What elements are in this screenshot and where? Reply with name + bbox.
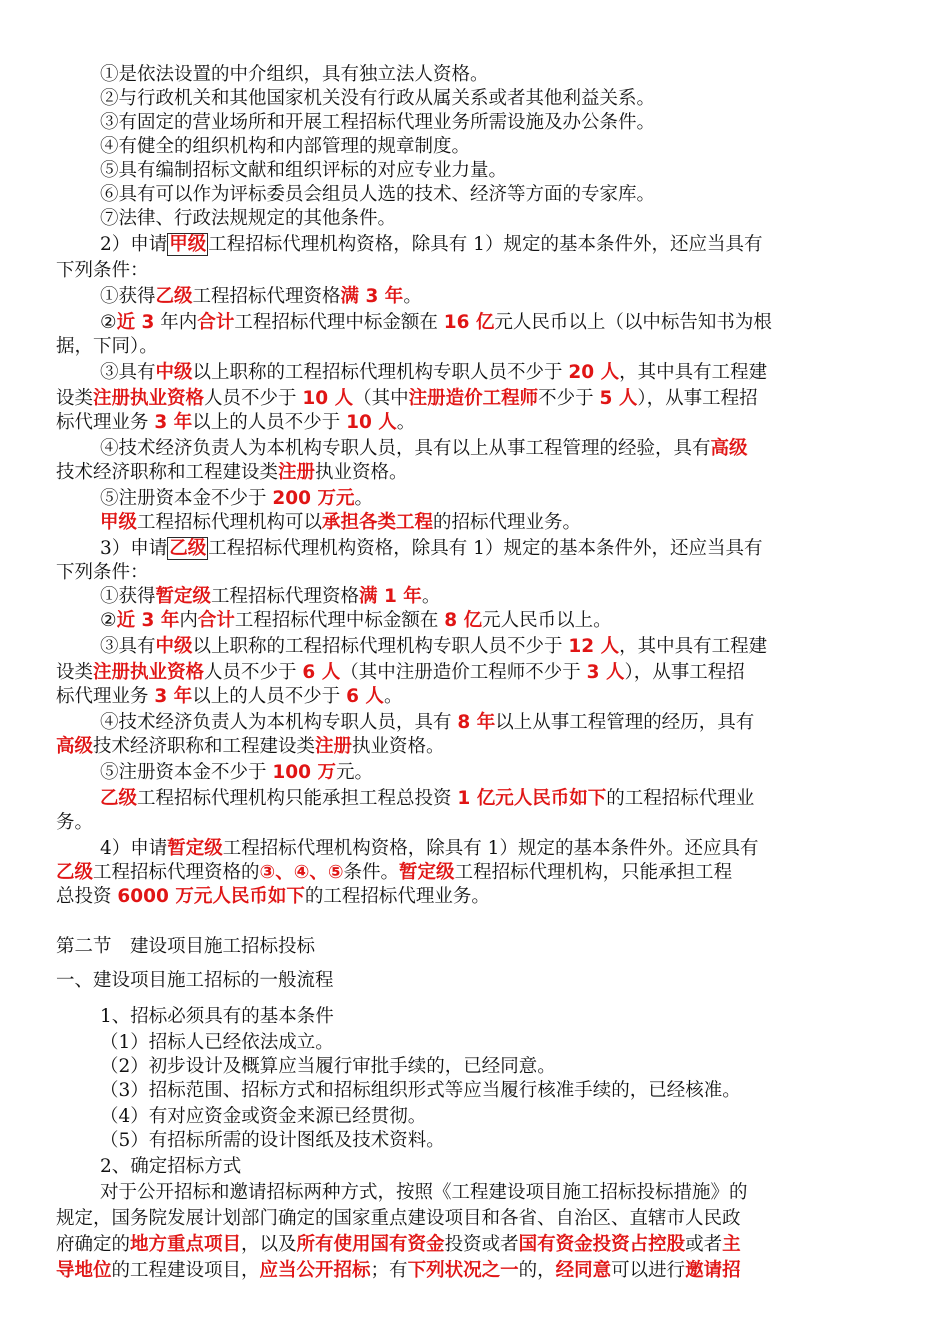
text-segment: 技术经济职称和工程建设类 bbox=[56, 462, 279, 483]
text-line bbox=[0, 968, 950, 994]
text-segment: 总投资 bbox=[56, 886, 118, 907]
text-line bbox=[0, 786, 950, 812]
highlighted-text: 8 亿 bbox=[444, 610, 483, 631]
highlighted-text: 地方重点项目 bbox=[130, 1234, 242, 1255]
text-segment: 工程招标代理资格的 bbox=[93, 862, 260, 883]
text-segment: 或者 bbox=[685, 1234, 723, 1255]
text-segment: 不少于 bbox=[538, 388, 600, 409]
text-segment: ⑤注册资本金不少于 bbox=[100, 488, 273, 509]
text-segment: 设类 bbox=[56, 662, 94, 683]
highlighted-text: 所有使用国有资金 bbox=[296, 1234, 445, 1255]
text-segment: 以上职称的工程招标代理机构专职人员不少于 bbox=[192, 362, 569, 383]
highlighted-text: 6 人 bbox=[302, 662, 341, 683]
text-line bbox=[0, 1232, 950, 1258]
text-segment: 工程招标代理机构，只能承担工程 bbox=[454, 862, 733, 883]
text-line bbox=[0, 536, 950, 562]
text-segment: 工程招标代理机构可以 bbox=[137, 512, 323, 533]
highlighted-text: 乙级 bbox=[100, 788, 138, 809]
text-segment: （4）有对应资金或资金来源已经贯彻。 bbox=[100, 1106, 427, 1127]
text-segment: 。 bbox=[396, 412, 416, 433]
highlighted-text: 暂定级 bbox=[155, 586, 212, 607]
highlighted-text: 注册 bbox=[315, 736, 353, 757]
text-segment: 。 bbox=[383, 686, 403, 707]
highlighted-text: 甲级 bbox=[100, 512, 138, 533]
highlighted-text: 主 bbox=[722, 1234, 741, 1255]
text-segment: ，以及 bbox=[241, 1234, 297, 1255]
text-segment: （1）招标人已经依法成立。 bbox=[100, 1032, 334, 1053]
highlighted-text: 合计 bbox=[197, 610, 235, 631]
text-segment: ；有 bbox=[370, 1260, 408, 1281]
text-segment: 3）申请 bbox=[100, 538, 168, 559]
text-segment: 标代理业务 bbox=[56, 686, 155, 707]
highlighted-text: 经同意 bbox=[555, 1260, 612, 1281]
text-segment: 的工程建设项目， bbox=[111, 1260, 260, 1281]
highlighted-text: 下列状况之一 bbox=[407, 1260, 519, 1281]
highlighted-text: 合计 bbox=[197, 312, 235, 333]
text-segment: ，其中具有工程建 bbox=[619, 636, 768, 657]
text-line bbox=[0, 1004, 950, 1030]
text-line bbox=[0, 232, 950, 258]
text-segment: 第二节 建设项目施工招标投标 bbox=[56, 936, 316, 957]
text-segment: 人员不少于 bbox=[204, 388, 303, 409]
text-segment: 。 bbox=[354, 488, 373, 509]
text-line bbox=[0, 86, 950, 112]
text-segment: ①是依法设置的中介组织，具有独立法人资格。 bbox=[100, 64, 489, 85]
highlighted-text: 20 人 bbox=[568, 362, 620, 383]
text-segment: ③具有 bbox=[100, 362, 156, 383]
text-line bbox=[0, 560, 950, 586]
text-segment: 元人民币以上。 bbox=[482, 610, 612, 631]
text-segment: 内 bbox=[179, 610, 198, 631]
text-segment: 2、确定招标方式 bbox=[100, 1156, 242, 1177]
highlighted-text: 近 3 bbox=[116, 312, 155, 333]
text-segment: ⑦法律、行政法规规定的其他条件。 bbox=[100, 208, 397, 229]
highlighted-text: 注册 bbox=[278, 462, 316, 483]
text-segment: 以上的人员不少于 bbox=[192, 686, 347, 707]
highlighted-text: 甲级 bbox=[169, 234, 207, 255]
text-segment: 工程招标代理资格 bbox=[211, 586, 360, 607]
text-segment: 的招标代理业务。 bbox=[433, 512, 582, 533]
text-line bbox=[0, 386, 950, 412]
text-line bbox=[0, 884, 950, 910]
text-line bbox=[0, 1128, 950, 1154]
highlighted-text: 满 1 年 bbox=[359, 586, 422, 607]
text-line bbox=[0, 284, 950, 310]
text-segment: 工程招标代理资格 bbox=[192, 286, 341, 307]
highlighted-text: 3 年 bbox=[154, 686, 193, 707]
text-line bbox=[0, 934, 950, 960]
text-line bbox=[0, 634, 950, 660]
text-segment: 4）申请 bbox=[100, 838, 168, 859]
text-segment: （其中 bbox=[353, 388, 409, 409]
text-segment: 执业资格。 bbox=[315, 462, 408, 483]
text-segment: 的工程招标代理业务。 bbox=[304, 886, 490, 907]
text-segment: 设类 bbox=[56, 388, 94, 409]
text-segment: ⑥具有可以作为评标委员会组员人选的技术、经济等方面的专家库。 bbox=[100, 184, 656, 205]
text-segment: 府确定的 bbox=[56, 1234, 131, 1255]
highlighted-text: 6000 万元人民币如下 bbox=[117, 886, 305, 907]
text-segment: 条件。 bbox=[343, 862, 400, 883]
text-line bbox=[0, 1154, 950, 1180]
text-segment: 技术经济职称和工程建设类 bbox=[93, 736, 316, 757]
text-line bbox=[0, 182, 950, 208]
text-segment: ④技术经济负责人为本机构专职人员，具有 bbox=[100, 712, 458, 733]
text-line bbox=[0, 486, 950, 512]
text-segment: ⑤注册资本金不少于 bbox=[100, 762, 273, 783]
highlighted-text: 10 人 bbox=[302, 388, 354, 409]
text-segment: 一、建设项目施工招标的一般流程 bbox=[56, 970, 334, 991]
highlighted-text: 200 万元 bbox=[272, 488, 355, 509]
highlighted-text: 暂定级 bbox=[167, 838, 223, 859]
text-line bbox=[0, 1054, 950, 1080]
text-line bbox=[0, 760, 950, 786]
text-segment: ①获得 bbox=[100, 586, 156, 607]
text-segment: ② bbox=[100, 312, 117, 333]
text-segment: 标代理业务 bbox=[56, 412, 155, 433]
text-line bbox=[0, 836, 950, 862]
text-line bbox=[0, 810, 950, 836]
highlighted-text: 1 亿元人民币如下 bbox=[457, 788, 607, 809]
highlighted-text: 注册执业资格 bbox=[93, 388, 205, 409]
highlighted-text: 5 人 bbox=[599, 388, 638, 409]
text-segment: （5）有招标所需的设计图纸及技术资料。 bbox=[100, 1130, 445, 1151]
highlighted-text: 注册执业资格 bbox=[93, 662, 205, 683]
text-segment: ②与行政机关和其他国家机关没有行政从属关系或者其他利益关系。 bbox=[100, 88, 656, 109]
text-line bbox=[0, 608, 950, 634]
text-segment: 工程招标代理机构资格，除具有 1）规定的基本条件外。还应具有 bbox=[222, 838, 759, 859]
text-segment: 2）申请 bbox=[100, 234, 168, 255]
highlighted-text: 应当公开招标 bbox=[259, 1260, 371, 1281]
text-segment: 的， bbox=[518, 1260, 556, 1281]
text-segment: 以上职称的工程招标代理机构专职人员不少于 bbox=[192, 636, 569, 657]
text-segment: 工程招标代理机构资格，除具有 1）规定的基本条件外，还应当具有 bbox=[208, 234, 763, 255]
text-segment: （2）初步设计及概算应当履行审批手续的，已经同意。 bbox=[100, 1056, 556, 1077]
highlighted-text: 16 亿 bbox=[443, 312, 495, 333]
text-line bbox=[0, 258, 950, 284]
text-segment: 以上的人员不少于 bbox=[192, 412, 347, 433]
highlighted-text: 10 人 bbox=[346, 412, 397, 433]
text-segment: ，其中具有工程建 bbox=[619, 362, 768, 383]
text-line bbox=[0, 134, 950, 160]
text-line bbox=[0, 584, 950, 610]
text-segment: 年内 bbox=[154, 312, 198, 333]
text-segment: ），从事工程招 bbox=[637, 388, 758, 409]
highlighted-text: 乙级 bbox=[56, 862, 94, 883]
text-line bbox=[0, 710, 950, 736]
highlighted-text: 国有资金投资占控股 bbox=[518, 1234, 686, 1255]
text-segment: 工程招标代理中标金额在 bbox=[234, 610, 445, 631]
text-line bbox=[0, 510, 950, 536]
text-segment: 1、招标必须具有的基本条件 bbox=[100, 1006, 334, 1027]
highlighted-text: 导地位 bbox=[56, 1260, 112, 1281]
text-segment: ② bbox=[100, 610, 117, 631]
text-segment: 元。 bbox=[335, 762, 373, 783]
text-segment: ③有固定的营业场所和开展工程招标代理业务所需设施及办公条件。 bbox=[100, 112, 656, 133]
highlighted-text: 6 人 bbox=[346, 686, 384, 707]
text-segment: 规定，国务院发展计划部门确定的国家重点建设项目和各省、自治区、直辖市人民政 bbox=[56, 1208, 741, 1229]
text-segment: 下列条件： bbox=[56, 260, 149, 281]
text-segment: ⑤具有编制招标文献和组织评标的对应专业力量。 bbox=[100, 160, 508, 181]
text-line bbox=[0, 1206, 950, 1232]
highlighted-text: 中级 bbox=[155, 362, 193, 383]
text-segment: 人员不少于 bbox=[204, 662, 303, 683]
text-line bbox=[0, 1258, 950, 1284]
text-segment: 执业资格。 bbox=[352, 736, 445, 757]
text-line bbox=[0, 1078, 950, 1104]
highlighted-text: 3 人 bbox=[586, 662, 625, 683]
text-segment: 。 bbox=[421, 586, 441, 607]
text-line bbox=[0, 334, 950, 360]
text-segment: （其中注册造价工程师不少于 bbox=[340, 662, 587, 683]
highlighted-text: 3 年 bbox=[154, 412, 193, 433]
text-line bbox=[0, 360, 950, 386]
text-line bbox=[0, 684, 950, 710]
text-segment: ④技术经济负责人为本机构专职人员，具有以上从事工程管理的经验，具有 bbox=[100, 438, 711, 459]
text-segment: 下列条件： bbox=[56, 562, 149, 583]
text-line bbox=[0, 660, 950, 686]
text-segment: 可以进行 bbox=[611, 1260, 686, 1281]
text-line bbox=[0, 206, 950, 232]
text-segment: 工程招标代理机构资格，除具有 1）规定的基本条件外，还应当具有 bbox=[208, 538, 763, 559]
text-line bbox=[0, 1104, 950, 1130]
text-segment: 以上从事工程管理的经历，具有 bbox=[495, 712, 755, 733]
highlighted-text: 暂定级 bbox=[399, 862, 455, 883]
highlighted-text: 中级 bbox=[155, 636, 193, 657]
text-line bbox=[0, 310, 950, 336]
text-line bbox=[0, 410, 950, 436]
highlighted-text: 高级 bbox=[710, 438, 748, 459]
text-line bbox=[0, 1030, 950, 1056]
text-segment: 。 bbox=[403, 286, 422, 307]
text-line bbox=[0, 734, 950, 760]
text-line bbox=[0, 110, 950, 136]
text-segment: ③具有 bbox=[100, 636, 156, 657]
highlighted-text: 近 3 年 bbox=[116, 610, 180, 631]
highlighted-text: 12 人 bbox=[568, 636, 620, 657]
text-segment: ），从事工程招 bbox=[624, 662, 745, 683]
text-segment: 务。 bbox=[56, 812, 94, 833]
text-segment: 元人民币以上（以中标告知书为根 bbox=[494, 312, 772, 333]
highlighted-text: 高级 bbox=[56, 736, 94, 757]
text-segment: （3）招标范围、招标方式和招标组织形式等应当履行核准手续的，已经核准。 bbox=[100, 1080, 741, 1101]
text-line bbox=[0, 62, 950, 88]
text-segment: 对于公开招标和邀请招标两种方式，按照《工程建设项目施工招标投标措施》的 bbox=[100, 1182, 748, 1203]
text-line bbox=[0, 460, 950, 486]
text-segment: 据，下同）。 bbox=[56, 336, 158, 357]
text-line bbox=[0, 158, 950, 184]
highlighted-text: 100 万 bbox=[272, 762, 336, 783]
text-line bbox=[0, 436, 950, 462]
text-line bbox=[0, 1180, 950, 1206]
text-segment: 工程招标代理机构只能承担工程总投资 bbox=[137, 788, 458, 809]
text-segment: ④有健全的组织机构和内部管理的规章制度。 bbox=[100, 136, 471, 157]
highlighted-text: 邀请招 bbox=[685, 1260, 741, 1281]
highlighted-text: 满 3 年 bbox=[340, 286, 404, 307]
text-segment: 的工程招标代理业 bbox=[606, 788, 755, 809]
highlighted-text: 承担各类工程 bbox=[322, 512, 434, 533]
highlighted-text: ③、④、⑤ bbox=[259, 862, 344, 883]
highlighted-text: 乙级 bbox=[155, 286, 193, 307]
text-line bbox=[0, 860, 950, 886]
highlighted-text: 注册造价工程师 bbox=[408, 388, 539, 409]
text-segment: 工程招标代理中标金额在 bbox=[234, 312, 444, 333]
text-segment: 投资或者 bbox=[444, 1234, 519, 1255]
highlighted-text: 乙级 bbox=[169, 538, 207, 559]
highlighted-text: 8 年 bbox=[457, 712, 496, 733]
text-segment: ①获得 bbox=[100, 286, 156, 307]
